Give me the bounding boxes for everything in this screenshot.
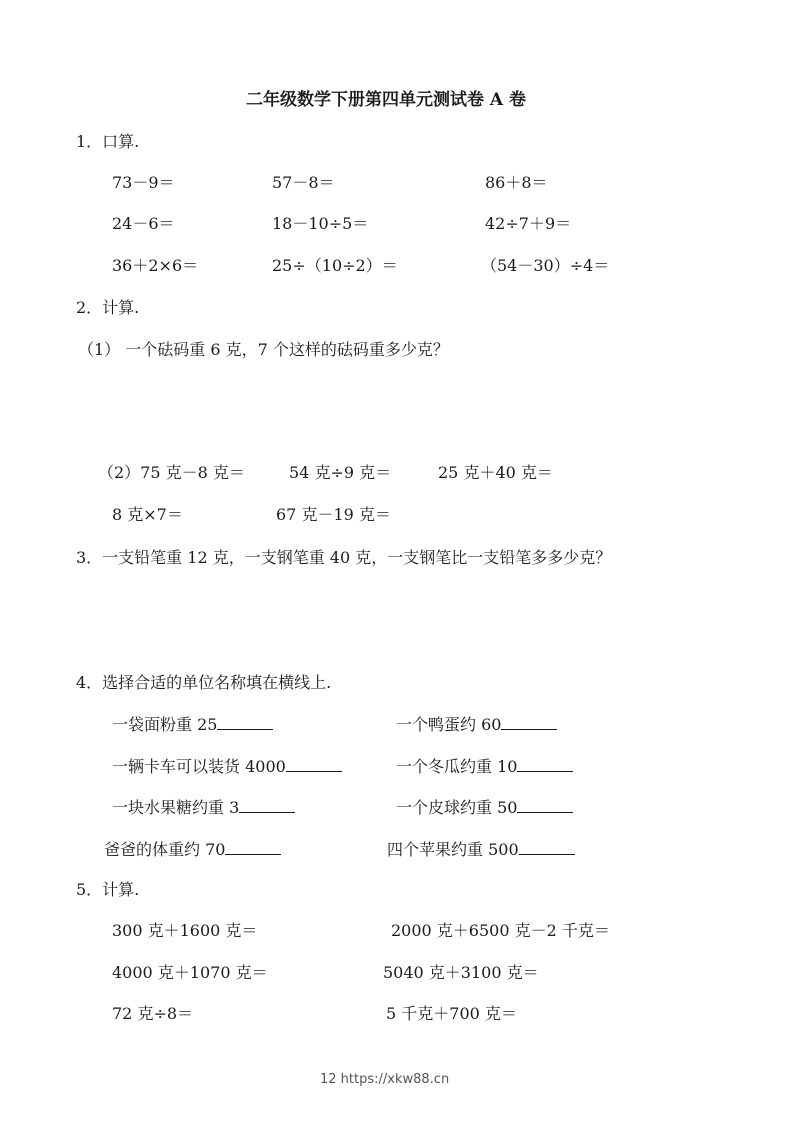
q2-sub2-item: 67 克－19 克＝ bbox=[276, 505, 391, 524]
answer-blank[interactable] bbox=[517, 756, 573, 772]
q4-item bbox=[396, 797, 573, 818]
q1-item: 42÷7＋9＝ bbox=[485, 214, 572, 233]
q4-item-text: 一个鸭蛋约 60 bbox=[396, 715, 502, 734]
q1-item: 73－9＝ bbox=[112, 173, 175, 192]
q4-item bbox=[396, 756, 573, 777]
q4-item bbox=[112, 756, 342, 777]
q4-item bbox=[112, 797, 295, 818]
q2-sub2-item: 8 克×7＝ bbox=[112, 505, 183, 524]
answer-blank[interactable] bbox=[225, 839, 281, 855]
page-title: 二年级数学下册第四单元测试卷 A 卷 bbox=[246, 90, 527, 110]
q2-sub2-item: 54 克÷9 克＝ bbox=[289, 463, 392, 482]
q2-sub2-item: 25 克＋40 克＝ bbox=[438, 463, 553, 482]
q4-item bbox=[396, 714, 557, 735]
q1-item: （54－30）÷4＝ bbox=[481, 256, 610, 275]
q2-sub1: （1） 一个砝码重 6 克，7 个这样的砝码重多少克？ bbox=[78, 340, 449, 359]
q1-item: 25÷（10÷2）＝ bbox=[272, 256, 398, 275]
q2-sub2-item: （2）75 克－8 克＝ bbox=[98, 463, 245, 482]
q5-item: 5040 克＋3100 克＝ bbox=[383, 963, 539, 982]
answer-blank[interactable] bbox=[286, 756, 342, 772]
answer-blank[interactable] bbox=[217, 714, 273, 730]
q1-item: 57－8＝ bbox=[272, 173, 335, 192]
question-4-heading: 4．选择合适的单位名称填在横线上. bbox=[76, 673, 332, 692]
question-1-heading: 1．口算. bbox=[76, 132, 140, 151]
q5-item: 72 克÷8＝ bbox=[112, 1004, 194, 1023]
q4-item-text: 四个苹果约重 500 bbox=[387, 840, 519, 859]
answer-blank[interactable] bbox=[239, 797, 295, 813]
q1-item: 86＋8＝ bbox=[485, 173, 548, 192]
q5-item: 2000 克＋6500 克－2 千克＝ bbox=[391, 921, 610, 940]
q4-item bbox=[112, 714, 273, 735]
question-5-heading: 5．计算. bbox=[76, 880, 140, 899]
answer-blank[interactable] bbox=[501, 714, 557, 730]
q1-item: 36＋2×6＝ bbox=[112, 256, 199, 275]
q4-item bbox=[104, 839, 281, 860]
q4-item-text: 一个冬瓜约重 10 bbox=[396, 757, 518, 776]
q5-item: 5 千克＋700 克＝ bbox=[386, 1004, 517, 1023]
q1-item: 18－10÷5＝ bbox=[272, 214, 369, 233]
q4-item bbox=[387, 839, 575, 860]
q4-item-text: 爸爸的体重约 70 bbox=[104, 840, 226, 859]
q4-item-text: 一个皮球约重 50 bbox=[396, 798, 518, 817]
page-footer: 12 https://xkw88.cn bbox=[320, 1072, 450, 1087]
answer-blank[interactable] bbox=[519, 839, 575, 855]
q4-item-text: 一辆卡车可以装货 4000 bbox=[112, 757, 286, 776]
q4-item-text: 一块水果糖约重 3 bbox=[112, 798, 240, 817]
q5-item: 300 克＋1600 克＝ bbox=[112, 921, 258, 940]
answer-blank[interactable] bbox=[517, 797, 573, 813]
q4-item-text: 一袋面粉重 25 bbox=[112, 715, 218, 734]
question-2-heading: 2．计算. bbox=[76, 298, 140, 317]
q5-item: 4000 克＋1070 克＝ bbox=[112, 963, 268, 982]
q1-item: 24－6＝ bbox=[112, 214, 175, 233]
question-3-heading: 3．一支铅笔重 12 克，一支钢笔重 40 克，一支钢笔比一支铅笔多多少克？ bbox=[76, 548, 612, 567]
